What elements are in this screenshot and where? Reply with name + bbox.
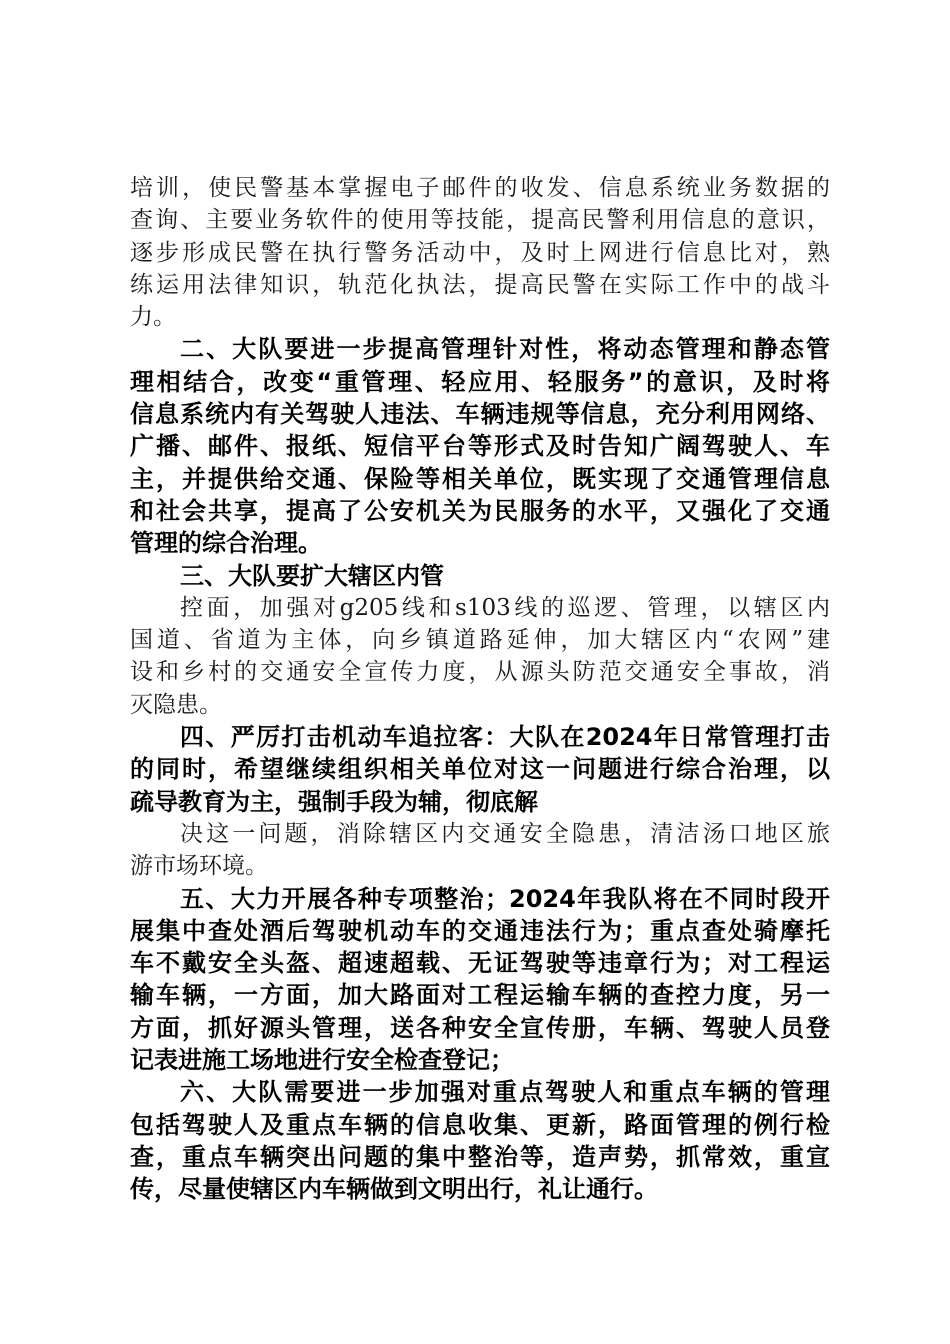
text-line: 方面，抓好源头管理，送各种安全宣传册，车辆、驾驶人员登 bbox=[130, 1013, 830, 1042]
paragraph-item-2 bbox=[130, 333, 830, 559]
text-line: 的同时，希望继续组织相关单位对这一问题进行综合治理，以 bbox=[130, 755, 830, 784]
text-line: 逐步形成民警在执行警务活动中，及时上网进行信息比对，熟 bbox=[130, 239, 830, 266]
paragraph-item-3 bbox=[130, 560, 830, 592]
text-line: 决这一问题，消除辖区内交通安全隐患，清洁汤口地区旅 bbox=[180, 820, 830, 847]
text-line: 广播、邮件、报纸、短信平台等形式及时告知广阔驾驶人、车 bbox=[130, 432, 830, 461]
text-line: 练运用法律知识，轨范化执法，提高民警在实际工作中的战斗 bbox=[130, 271, 830, 298]
text-line: 和社会共享，提高了公安机关为民服务的水平，又强化了交通 bbox=[130, 496, 830, 525]
text-line: 培训，使民警基本掌握电子邮件的收发、信息系统业务数据的 bbox=[130, 175, 830, 201]
paragraph-training-continuation bbox=[130, 172, 830, 333]
document-body bbox=[130, 172, 830, 1206]
text-line: 输车辆，一方面，加大路面对工程运输车辆的查控力度，另一 bbox=[130, 981, 830, 1010]
text-line: 三、大队要扩大辖区内管 bbox=[180, 561, 444, 590]
text-line: 管理的综合治理。 bbox=[130, 529, 322, 558]
text-line: 展集中查处酒后驾驶机动车的交通违法行为；重点查处骑摩托 bbox=[130, 916, 830, 945]
text-line: 四、严厉打击机动车追拉客：大队在2024年日常管理打击 bbox=[180, 723, 830, 752]
text-line: 记表进施工场地进行安全检查登记； bbox=[130, 1046, 514, 1075]
paragraph-item-5 bbox=[130, 883, 830, 1077]
paragraph-item-3-continuation bbox=[130, 592, 830, 721]
text-line: 查询、主要业务软件的使用等技能，提高民警利用信息的意识， bbox=[130, 207, 830, 234]
text-line: 包括驾驶人及重点车辆的信息收集、更新，路面管理的例行检 bbox=[130, 1110, 830, 1139]
paragraph-item-4-continuation bbox=[130, 818, 830, 883]
paragraph-item-4 bbox=[130, 721, 830, 818]
paragraph-item-6 bbox=[130, 1076, 830, 1205]
text-line: 疏导教育为主，强制手段为辅，彻底解 bbox=[130, 787, 538, 816]
text-line: 查，重点车辆突出问题的集中整治等，造声势，抓常效，重宣 bbox=[130, 1142, 830, 1171]
text-line: 国道、省道为主体，向乡镇道路延伸，加大辖区内“农网”建 bbox=[130, 627, 830, 654]
text-line: 灭隐患。 bbox=[130, 691, 222, 718]
text-line: 二、大队要进一步提高管理针对性，将动态管理和静态管 bbox=[180, 335, 830, 364]
text-line: 主，并提供给交通、保险等相关单位，既实现了交通管理信息 bbox=[130, 464, 830, 493]
text-line: 传，尽量使辖区内车辆做到文明出行，礼让通行。 bbox=[130, 1175, 658, 1204]
text-line: 游市场环境。 bbox=[130, 853, 268, 880]
text-line: 五、大力开展各种专项整治；2024年我队将在不同时段开 bbox=[180, 884, 830, 913]
text-line: 理相结合，改变“重管理、轻应用、轻服务”的意识，及时将 bbox=[130, 367, 830, 396]
text-line: 六、大队需要进一步加强对重点驾驶人和重点车辆的管理 bbox=[180, 1078, 830, 1107]
text-line: 车不戴安全头盔、超速超载、无证驾驶等违章行为；对工程运 bbox=[130, 949, 830, 978]
text-line: 力。 bbox=[130, 304, 176, 331]
text-line: 设和乡村的交通安全宣传力度，从源头防范交通安全事故，消 bbox=[130, 659, 830, 686]
text-line: 信息系统内有关驾驶人违法、车辆违规等信息，充分利用网络、 bbox=[130, 400, 830, 429]
text-line: 控面，加强对g205线和s103线的巡逻、管理，以辖区内 bbox=[180, 594, 830, 621]
